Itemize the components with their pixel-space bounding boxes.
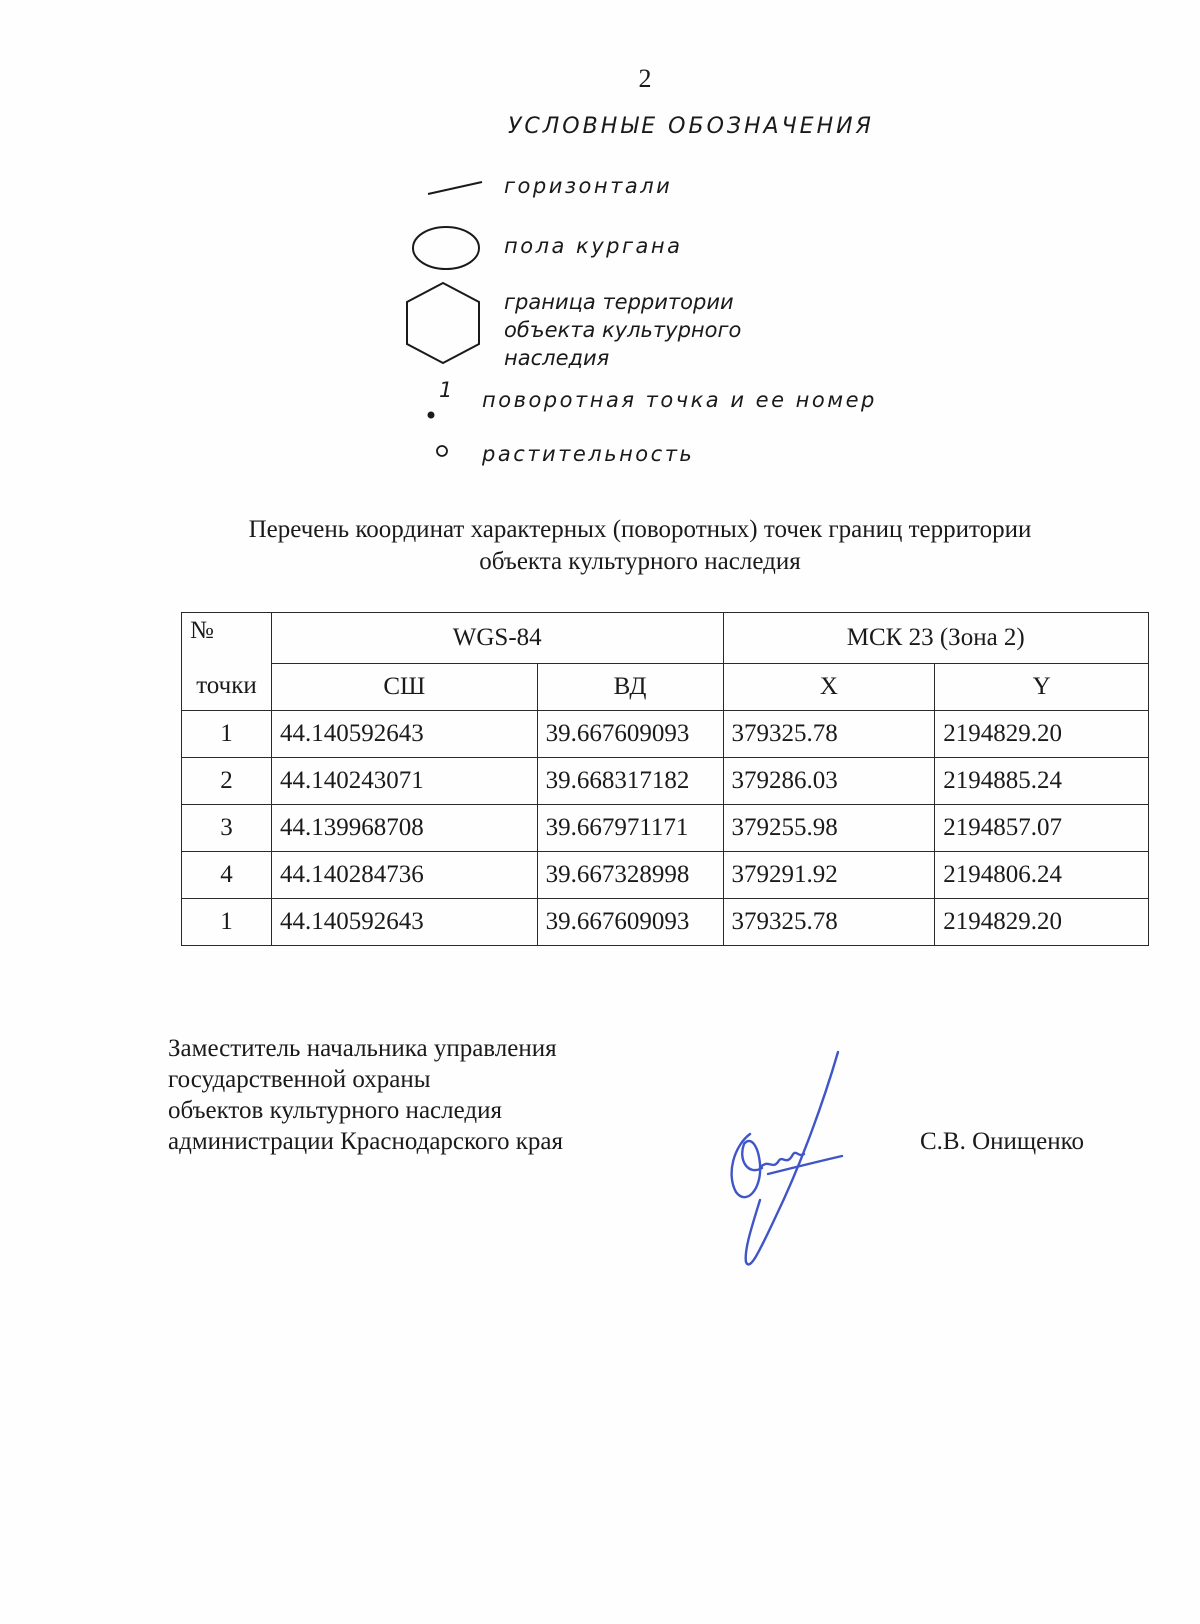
legend-label-vegetation: растительность — [482, 442, 695, 466]
small-circle-symbol — [434, 443, 450, 459]
cell-x: 379325.78 — [723, 898, 935, 945]
table-row — [182, 710, 1149, 757]
cell-longitude: 39.668317182 — [537, 757, 723, 804]
cell-longitude: 39.667609093 — [537, 710, 723, 757]
cell-x: 379286.03 — [723, 757, 935, 804]
legend-label-contours: горизонтали — [504, 174, 673, 198]
header-wgs84: WGS-84 — [271, 613, 723, 664]
cell-y: 2194829.20 — [935, 710, 1149, 757]
legend-label-turning-point: поворотная точка и ее номер — [482, 388, 877, 412]
cell-longitude: 39.667328998 — [537, 851, 723, 898]
handwritten-signature — [720, 1050, 870, 1280]
header-number-bottom: точки — [182, 663, 272, 710]
signer-name: С.В. Онищенко — [920, 1128, 1085, 1155]
table-row — [182, 804, 1149, 851]
header-x: X — [723, 663, 935, 710]
ellipse-symbol — [410, 224, 482, 272]
cell-point-number: 1 — [182, 898, 272, 945]
header-y: Y — [935, 663, 1149, 710]
cell-x: 379291.92 — [723, 851, 935, 898]
contour-line-symbol — [426, 178, 486, 198]
header-number-top: № — [182, 613, 272, 664]
cell-y: 2194829.20 — [935, 898, 1149, 945]
legend-label-mound-floor: пола кургана — [504, 234, 683, 258]
turning-point-number: 1 — [439, 378, 453, 402]
legend-label-territory-boundary: граница территории объекта культурного наследия — [504, 290, 742, 370]
table-header-row — [182, 613, 1149, 664]
table-row — [182, 757, 1149, 804]
cell-latitude: 44.139968708 — [271, 804, 537, 851]
cell-latitude: 44.140592643 — [271, 898, 537, 945]
legend-title: УСЛОВНЫЕ ОБОЗНАЧЕНИЯ — [508, 114, 874, 139]
signer-title: Заместитель начальника управления государственной охраны объектов культурного наследия администрации Краснодарского края — [168, 1035, 564, 1155]
cell-latitude: 44.140592643 — [271, 710, 537, 757]
cell-latitude: 44.140243071 — [271, 757, 537, 804]
page-number: 2 — [638, 64, 652, 93]
header-latitude: СШ — [271, 663, 537, 710]
cell-point-number: 4 — [182, 851, 272, 898]
cell-y: 2194857.07 — [935, 804, 1149, 851]
header-msk23: МСК 23 (Зона 2) — [723, 613, 1148, 664]
table-subheader-row — [182, 663, 1149, 710]
cell-longitude: 39.667971171 — [537, 804, 723, 851]
header-longitude: ВД — [537, 663, 723, 710]
hexagon-symbol — [403, 280, 483, 366]
cell-y: 2194806.24 — [935, 851, 1149, 898]
cell-x: 379255.98 — [723, 804, 935, 851]
cell-y: 2194885.24 — [935, 757, 1149, 804]
coordinates-heading: Перечень координат характерных (поворотных) точек границ территории объекта культурного наследия — [248, 516, 1032, 575]
cell-latitude: 44.140284736 — [271, 851, 537, 898]
coordinates-table — [181, 612, 1149, 946]
cell-point-number: 3 — [182, 804, 272, 851]
cell-x: 379325.78 — [723, 710, 935, 757]
cell-point-number: 1 — [182, 710, 272, 757]
table-row — [182, 851, 1149, 898]
cell-longitude: 39.667609093 — [537, 898, 723, 945]
table-row — [182, 898, 1149, 945]
cell-point-number: 2 — [182, 757, 272, 804]
